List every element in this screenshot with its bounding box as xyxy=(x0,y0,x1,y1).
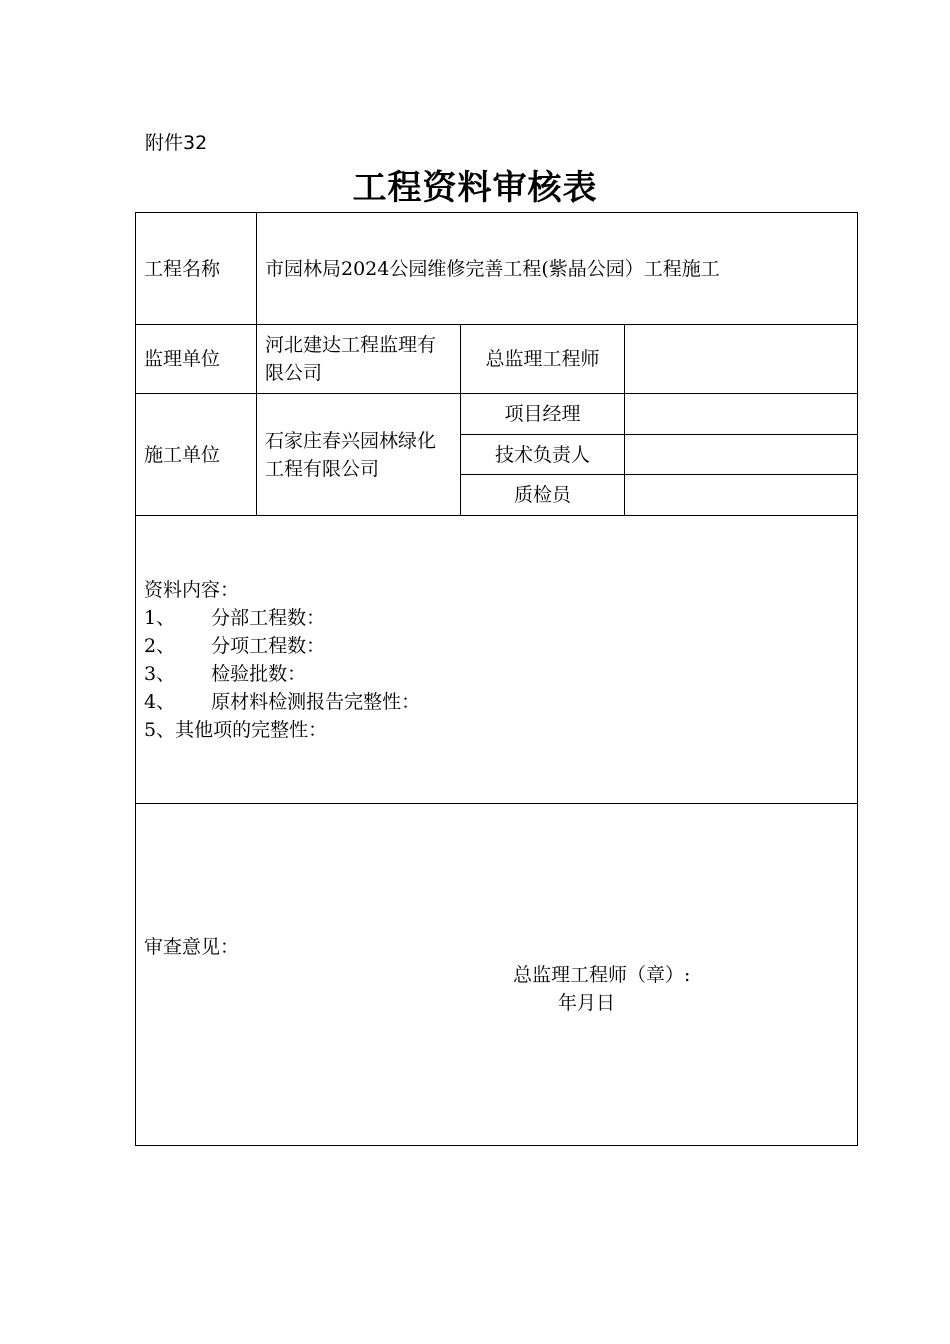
chief-supervisor-value[interactable] xyxy=(625,325,858,394)
chief-supervisor-label: 总监理工程师 xyxy=(461,325,625,394)
row-project-name xyxy=(136,213,858,325)
item-number: 2、 xyxy=(144,634,176,657)
supervision-unit-label: 监理单位 xyxy=(136,325,257,394)
item-number: 1、 xyxy=(144,606,176,629)
review-form-table xyxy=(135,212,858,1146)
project-name-label: 工程名称 xyxy=(136,213,257,325)
inspector-label: 质检员 xyxy=(461,475,625,516)
row-project-manager xyxy=(136,394,858,435)
inspector-value[interactable] xyxy=(625,475,858,516)
item-text: 分项工程数： xyxy=(211,634,326,657)
item-number: 4、 xyxy=(144,690,176,713)
construction-unit-label: 施工单位 xyxy=(136,394,257,516)
content-item-2 xyxy=(144,632,849,660)
supervision-unit-value: 河北建达工程监理有限公司 xyxy=(257,325,461,394)
chief-supervisor-signature: 总监理工程师（章）: xyxy=(513,963,691,986)
project-name-value: 市园林局2024公园维修完善工程(紫晶公园）工程施工 xyxy=(257,213,858,325)
project-manager-label: 项目经理 xyxy=(461,394,625,435)
item-text: 原材料检测报告完整性： xyxy=(211,690,421,713)
content-item-5: 5、其他项的完整性： xyxy=(144,718,328,741)
review-cell[interactable] xyxy=(136,804,858,1146)
form-title: 工程资料审核表 xyxy=(352,168,598,208)
item-number: 3、 xyxy=(144,662,176,685)
content-cell[interactable] xyxy=(136,516,858,804)
content-heading: 资料内容： xyxy=(144,578,240,601)
row-content xyxy=(136,516,858,804)
tech-lead-label: 技术负责人 xyxy=(461,435,625,475)
review-heading: 审查意见： xyxy=(144,935,240,958)
item-text: 检验批数： xyxy=(211,662,307,685)
row-review xyxy=(136,804,858,1146)
row-supervision xyxy=(136,325,858,394)
attachment-number: 附件32 xyxy=(145,132,208,154)
content-item-4 xyxy=(144,688,849,716)
tech-lead-value[interactable] xyxy=(625,435,858,475)
content-item-1 xyxy=(144,604,849,632)
project-manager-value[interactable] xyxy=(625,394,858,435)
signature-date: 年月日 xyxy=(558,991,616,1014)
construction-unit-value: 石家庄春兴园林绿化工程有限公司 xyxy=(257,394,461,516)
content-item-3 xyxy=(144,660,849,688)
item-text: 分部工程数： xyxy=(211,606,326,629)
